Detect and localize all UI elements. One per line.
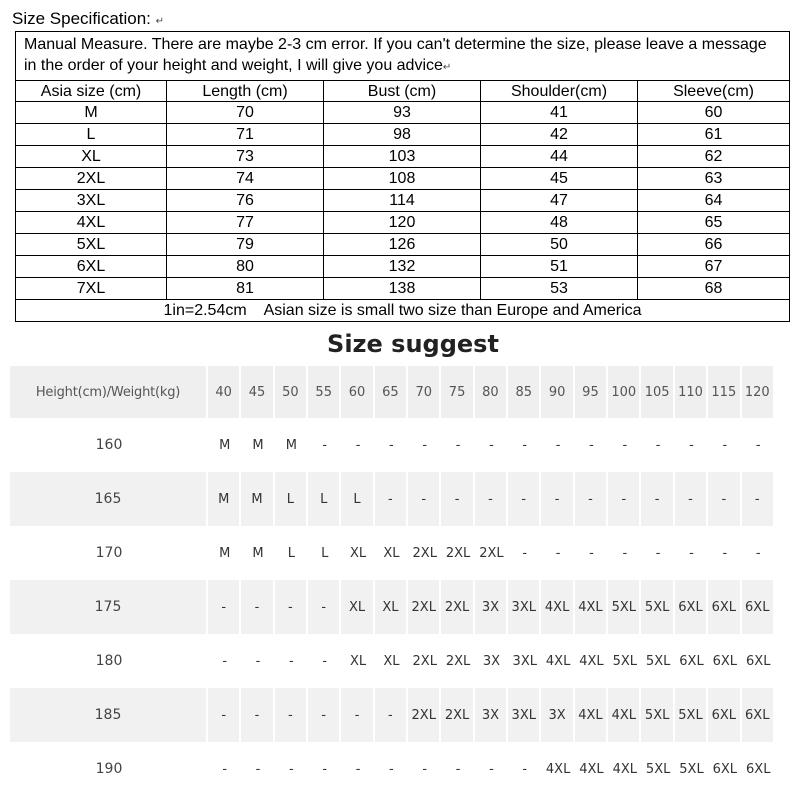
spec-cell: 70: [167, 102, 324, 124]
suggested-size: -: [389, 437, 394, 453]
suggested-size: 6XL: [746, 653, 771, 669]
suggested-size: 2XL: [479, 545, 504, 561]
spec-cell: 51: [481, 256, 638, 278]
suggested-size: XL: [349, 653, 367, 669]
suggested-size: 6XL: [708, 580, 741, 634]
suggested-size: 5XL: [612, 653, 637, 669]
suggested-size: -: [755, 437, 761, 453]
spec-row: [16, 168, 790, 190]
spec-cell: 42: [481, 124, 638, 146]
suggested-size: M: [219, 545, 231, 561]
suggested-size: 3X: [475, 688, 508, 742]
suggested-size: -: [675, 472, 708, 526]
suggested-size: 3X: [482, 653, 501, 669]
suggested-size: L: [341, 472, 374, 526]
suggested-size: -: [255, 761, 261, 777]
spec-cell: 80: [167, 256, 324, 278]
suggested-size: -: [308, 688, 341, 742]
suggested-size: -: [375, 688, 408, 742]
suggested-size: -: [722, 545, 728, 561]
spec-cell: 48: [481, 212, 638, 234]
suggested-size: L: [321, 545, 329, 561]
suggested-size: -: [641, 472, 674, 526]
spec-cell: 74: [167, 168, 324, 190]
suggested-size: L: [308, 472, 341, 526]
spec-cell: 126: [324, 234, 481, 256]
spec-cell: 138: [324, 278, 481, 300]
suggested-size: XL: [375, 580, 408, 634]
weight-header: 100: [608, 366, 641, 418]
spec-cell: 76: [167, 190, 324, 212]
suggested-size: -: [408, 472, 441, 526]
suggested-size: 2XL: [441, 580, 474, 634]
spec-cell: 66: [638, 234, 790, 256]
suggested-size: -: [655, 545, 661, 561]
suggested-size: M: [219, 437, 231, 453]
suggested-size: -: [608, 472, 641, 526]
size-suggest-table: [10, 366, 775, 796]
suggested-size: 6XL: [712, 653, 738, 669]
suggested-size: XL: [341, 580, 374, 634]
spec-cell: 114: [324, 190, 481, 212]
suggested-size: 4XL: [579, 653, 604, 669]
weight-header: 60: [341, 366, 374, 418]
spec-cell: 6XL: [16, 256, 167, 278]
suggested-size: -: [275, 580, 308, 634]
suggested-size: -: [289, 761, 294, 777]
header-length: Length (cm): [167, 81, 324, 102]
suggested-size: 4XL: [579, 761, 604, 777]
suggested-size: -: [441, 472, 474, 526]
weight-header: 105: [641, 366, 674, 418]
spec-header-row: [16, 81, 790, 102]
suggested-size: 2XL: [412, 545, 437, 561]
spec-cell: 5XL: [16, 234, 167, 256]
suggested-size: 4XL: [541, 580, 574, 634]
suggest-row: [10, 688, 775, 742]
suggested-size: 4XL: [545, 761, 571, 777]
suggested-size: 3XL: [508, 688, 541, 742]
spec-row: [16, 124, 790, 146]
height-weight-label: Height(cm)/Weight(kg): [10, 366, 208, 418]
spec-row: [16, 190, 790, 212]
suggested-size: M: [208, 472, 241, 526]
suggested-size: L: [275, 472, 308, 526]
suggested-size: -: [708, 472, 741, 526]
suggested-size: 4XL: [612, 761, 637, 777]
weight-header: 50: [275, 366, 308, 418]
height-value: 180: [95, 653, 123, 669]
suggested-size: -: [322, 437, 328, 453]
spec-cell: 98: [324, 124, 481, 146]
spec-cell: 3XL: [16, 190, 167, 212]
return-mark-icon: ↵: [155, 16, 165, 27]
size-suggest-title: Size suggest: [327, 330, 499, 358]
spec-cell: 79: [167, 234, 324, 256]
suggested-size: -: [655, 437, 661, 453]
suggested-size: 5XL: [645, 653, 671, 669]
suggested-size: 5XL: [641, 688, 674, 742]
spec-cell: 81: [167, 278, 324, 300]
spec-cell: 68: [638, 278, 790, 300]
suggested-size: 2XL: [441, 688, 474, 742]
suggested-size: 6XL: [742, 580, 776, 634]
spec-cell: L: [16, 124, 167, 146]
suggested-size: 4XL: [608, 688, 641, 742]
suggested-size: -: [375, 472, 408, 526]
suggested-size: -: [522, 761, 528, 777]
spec-cell: 73: [167, 146, 324, 168]
suggest-row: [10, 634, 775, 688]
weight-header: 110: [675, 366, 708, 418]
suggested-size: 2XL: [408, 580, 441, 634]
spec-cell: 63: [638, 168, 790, 190]
suggested-size: -: [241, 580, 274, 634]
measure-note: Manual Measure. There are maybe 2-3 cm error. If you can't determine the size, please leave a message in the order of your height and weight, I will give you advice↵: [16, 32, 790, 81]
suggested-size: -: [355, 437, 361, 453]
suggested-size: -: [222, 653, 228, 669]
suggested-size: 5XL: [645, 761, 671, 777]
suggested-size: -: [455, 437, 461, 453]
height-value: 170: [95, 545, 123, 561]
weight-header: 40: [208, 366, 241, 418]
spec-cell: M: [16, 102, 167, 124]
suggested-size: 4XL: [545, 653, 571, 669]
spec-cell: 4XL: [16, 212, 167, 234]
suggested-size: 6XL: [742, 688, 776, 742]
suggested-size: L: [287, 545, 295, 561]
spec-row: [16, 234, 790, 256]
spec-cell: 71: [167, 124, 324, 146]
suggested-size: 2XL: [408, 688, 441, 742]
spec-footer-row: [16, 300, 790, 322]
suggested-size: -: [422, 761, 428, 777]
spec-cell: 108: [324, 168, 481, 190]
suggested-size: -: [755, 545, 761, 561]
suggested-size: -: [522, 437, 528, 453]
size-specification-title: Size Specification: ↵: [12, 9, 165, 28]
suggested-size: XL: [383, 653, 400, 669]
spec-cell: 41: [481, 102, 638, 124]
spec-cell: 67: [638, 256, 790, 278]
spec-cell: 132: [324, 256, 481, 278]
suggested-size: 3X: [475, 580, 508, 634]
suggested-size: 3XL: [512, 653, 537, 669]
spec-cell: 120: [324, 212, 481, 234]
suggest-header-row: [10, 366, 775, 418]
weight-header: 55: [308, 366, 341, 418]
suggested-size: -: [322, 653, 328, 669]
spec-row: [16, 256, 790, 278]
weight-header: 45: [241, 366, 274, 418]
suggested-size: 4XL: [575, 688, 608, 742]
weight-header: 75: [441, 366, 474, 418]
suggest-row: [10, 418, 775, 472]
weight-header: 80: [475, 366, 508, 418]
header-bust: Bust (cm): [324, 81, 481, 102]
suggested-size: XL: [349, 545, 367, 561]
weight-header: 85: [508, 366, 541, 418]
suggested-size: -: [742, 472, 776, 526]
suggested-size: -: [208, 580, 241, 634]
suggested-size: 3XL: [508, 580, 541, 634]
suggested-size: -: [722, 437, 728, 453]
spec-cell: 60: [638, 102, 790, 124]
height-value: 185: [10, 688, 208, 742]
suggested-size: -: [475, 472, 508, 526]
spec-cell: 53: [481, 278, 638, 300]
header-sleeve: Sleeve(cm): [638, 81, 790, 102]
height-value: 190: [95, 761, 123, 777]
suggested-size: -: [308, 580, 341, 634]
weight-header: 65: [375, 366, 408, 418]
size-specification-table: [15, 31, 790, 322]
suggested-size: -: [541, 472, 574, 526]
suggested-size: 3X: [541, 688, 574, 742]
suggested-size: -: [489, 761, 494, 777]
spec-row: [16, 102, 790, 124]
suggested-size: -: [555, 545, 561, 561]
weight-header: 95: [575, 366, 608, 418]
suggested-size: -: [589, 437, 594, 453]
suggested-size: -: [275, 688, 308, 742]
height-value: 160: [95, 437, 123, 453]
weight-header: 115: [708, 366, 741, 418]
spec-cell: 77: [167, 212, 324, 234]
suggested-size: -: [222, 761, 228, 777]
suggested-size: M: [252, 437, 264, 453]
suggested-size: -: [289, 653, 294, 669]
suggested-size: -: [422, 437, 428, 453]
suggested-size: -: [689, 545, 694, 561]
spec-cell: 103: [324, 146, 481, 168]
weight-header: 70: [408, 366, 441, 418]
suggested-size: 2XL: [445, 545, 471, 561]
suggested-size: M: [252, 545, 264, 561]
suggested-size: -: [322, 761, 328, 777]
spec-cell: 7XL: [16, 278, 167, 300]
spec-cell: XL: [16, 146, 167, 168]
height-value: 165: [10, 472, 208, 526]
suggested-size: 2XL: [445, 653, 471, 669]
height-value: 175: [10, 580, 208, 634]
suggested-size: -: [255, 653, 261, 669]
suggested-size: -: [622, 437, 628, 453]
spec-cell: 47: [481, 190, 638, 212]
suggest-row: [10, 472, 775, 526]
suggested-size: -: [522, 545, 528, 561]
suggested-size: 5XL: [641, 580, 674, 634]
suggested-size: -: [455, 761, 461, 777]
suggested-size: 6XL: [712, 761, 738, 777]
suggested-size: 5XL: [675, 688, 708, 742]
suggested-size: -: [575, 472, 608, 526]
suggested-size: -: [355, 761, 361, 777]
suggested-size: -: [689, 437, 694, 453]
suggested-size: -: [341, 688, 374, 742]
suggested-size: 6XL: [746, 761, 771, 777]
suggested-size: 2XL: [412, 653, 437, 669]
suggested-size: 6XL: [679, 653, 704, 669]
header-shoulder: Shoulder(cm): [481, 81, 638, 102]
suggested-size: 6XL: [708, 688, 741, 742]
spec-cell: 65: [638, 212, 790, 234]
suggested-size: -: [389, 761, 394, 777]
suggested-size: -: [241, 688, 274, 742]
suggested-size: 6XL: [675, 580, 708, 634]
spec-cell: 2XL: [16, 168, 167, 190]
suggested-size: M: [241, 472, 274, 526]
suggest-row: [10, 742, 775, 796]
spec-cell: 64: [638, 190, 790, 212]
spec-cell: 44: [481, 146, 638, 168]
suggested-size: -: [508, 472, 541, 526]
spec-cell: 45: [481, 168, 638, 190]
suggested-size: 5XL: [679, 761, 704, 777]
spec-footer-note: 1in=2.54cm Asian size is small two size than Europe and America: [16, 300, 790, 322]
suggested-size: 4XL: [575, 580, 608, 634]
suggested-size: -: [489, 437, 494, 453]
spec-row: [16, 146, 790, 168]
suggested-size: -: [622, 545, 628, 561]
suggested-size: M: [285, 437, 297, 453]
suggested-size: XL: [383, 545, 400, 561]
suggest-row: [10, 526, 775, 580]
spec-cell: 93: [324, 102, 481, 124]
weight-header: 120: [742, 366, 776, 418]
suggested-size: -: [589, 545, 594, 561]
suggest-row: [10, 580, 775, 634]
header-asia-size: Asia size (cm): [16, 81, 167, 102]
suggested-size: -: [208, 688, 241, 742]
spec-cell: 62: [638, 146, 790, 168]
spec-cell: 50: [481, 234, 638, 256]
suggested-size: -: [555, 437, 561, 453]
weight-header: 90: [541, 366, 574, 418]
suggested-size: 5XL: [608, 580, 641, 634]
spec-row: [16, 212, 790, 234]
spec-cell: 61: [638, 124, 790, 146]
spec-row: [16, 278, 790, 300]
